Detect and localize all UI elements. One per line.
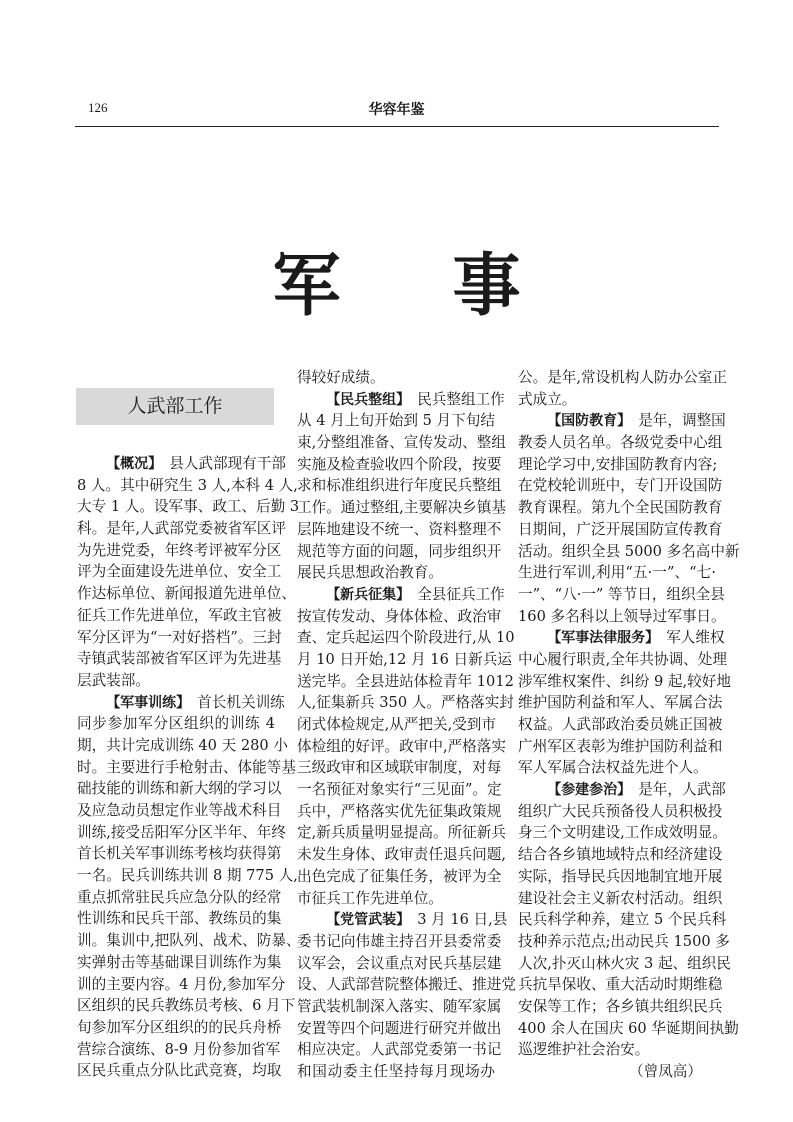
line-text: 旬参加军分区组织的的民兵舟桥: [77, 1018, 282, 1036]
line-text: 军人维权: [666, 629, 725, 647]
line-text: 体检组的好评。政审中,严格落实: [297, 737, 506, 755]
text-line: [77, 670, 275, 692]
line-text: 中心履行职责,全年共协调、处理: [518, 650, 727, 668]
line-text: 民兵科学种养，建立 5 个民兵科: [518, 911, 727, 929]
line-text: 送完毕。全县进站体检青年 1012: [297, 672, 514, 690]
line-text: 设、人武部营院整体搬迁、推进党: [297, 976, 516, 994]
text-line: [518, 844, 723, 866]
text-line: [77, 583, 296, 605]
text-line: [518, 779, 726, 801]
line-text: 三级政审和区域联审制度，对每: [297, 759, 502, 777]
line-text: 教育课程。第九个全民国防教育: [518, 499, 723, 517]
header-rule: [75, 126, 719, 127]
line-text: 巡逻维护社会治安。: [518, 1041, 650, 1059]
line-text: 实施及检查验收四个阶段，按要: [297, 455, 502, 473]
author-credit: （曾凤高）: [629, 1063, 702, 1080]
text-line: [518, 367, 727, 389]
line-text: 权益。人武部政治委员姚正国被: [518, 716, 723, 733]
line-text: 评为全面建设先进单位、安全工: [77, 563, 282, 581]
text-line: [77, 865, 298, 887]
text-line: [77, 952, 282, 974]
line-text: 重点抓常驻民兵应急分队的经常: [77, 888, 282, 906]
text-line: [297, 844, 506, 866]
text-line: [518, 736, 723, 758]
line-text: 在党校轮训班中，专门开设国防: [518, 477, 723, 495]
text-line: [518, 757, 716, 779]
line-text: 是年，调整国: [638, 412, 726, 430]
text-line: [518, 974, 723, 996]
text-line: [518, 497, 723, 519]
line-text: 首长机关军事训练考核均获得第: [77, 845, 282, 863]
line-text: 定,新兵质量明显提高。所征新兵: [297, 824, 506, 842]
paragraph: [77, 692, 301, 1082]
text-line: [297, 627, 515, 649]
text-line: [518, 996, 723, 1018]
line-text: 得较好成绩。: [297, 369, 385, 386]
line-text: 求和标准组织进行年度民兵整组: [297, 477, 502, 495]
line-text: 征兵工作先进单位，军政主官被: [77, 606, 282, 624]
line-text: 规范等方面的问题，同步组织开: [297, 542, 502, 560]
line-text: 训练,接受岳阳军分区半年、年终: [77, 823, 286, 841]
text-line: [77, 974, 286, 996]
line-text: 活动。组织全县 5000 多名高中新: [518, 542, 740, 560]
text-line: [77, 822, 286, 844]
paragraph: [518, 627, 731, 779]
line-text: 从 4 月上旬开始到 5 月下旬结: [297, 412, 495, 430]
text-line: [518, 541, 740, 563]
text-column-2: [297, 367, 516, 1083]
text-line: [518, 432, 723, 454]
line-text: 训。集训中,把队列、战术、防暴、: [77, 932, 301, 950]
line-text: 8 人。其中研究生 3 人,本科 4 人,: [77, 476, 298, 494]
paragraph-heading: 【新兵征集】: [326, 586, 411, 603]
text-line: [518, 389, 716, 411]
chapter-title: 军事: [272, 247, 633, 326]
line-text: 日期间，广泛开展国防宣传教育: [518, 520, 723, 538]
text-line: [297, 497, 506, 519]
text-line: [297, 1018, 502, 1040]
line-text: 兵抗旱保收、重大活动时期维稳: [518, 976, 723, 994]
text-line: [297, 671, 514, 693]
text-line: [518, 801, 723, 823]
line-text: 束,分整组准备、宣传发动、整组: [297, 434, 506, 452]
text-line: [77, 713, 275, 735]
line-text: 实弹射击等基础课目训练作为集: [77, 953, 282, 971]
text-line: [77, 475, 298, 497]
line-text: 兵中，严格落实优先征集政策规: [297, 802, 502, 820]
line-text: 训的主要内容。4 月份,参加军分: [77, 975, 286, 993]
text-column-1: [77, 453, 301, 1082]
line-text: 一名。民兵训练共训 8 期 775 人,: [77, 867, 298, 885]
line-text: 全县征兵工作: [417, 585, 505, 603]
text-line: [518, 562, 716, 584]
text-line: [77, 887, 282, 909]
text-line: [297, 714, 495, 736]
line-text: 出色完成了征集任务，被评为全: [297, 867, 502, 885]
text-line: [77, 757, 296, 779]
text-line: [77, 1017, 282, 1039]
page-number: 126: [88, 100, 108, 115]
text-line: [77, 735, 288, 757]
line-text: 维护国防利益和军人、军属合法: [518, 694, 723, 712]
line-text: 县人武部现有干部: [169, 455, 286, 472]
line-text: 相应决定。人武部党委第一书记: [297, 1041, 502, 1059]
line-text: 市征兵工作先进单位。: [297, 889, 443, 907]
text-line: [518, 953, 731, 975]
line-text: 按宣传发动、身体体检、政治审: [297, 607, 502, 625]
running-title: 华容年鉴: [368, 102, 425, 118]
text-line: [77, 561, 282, 583]
line-text: 教委人员名单。各级党委中心组: [518, 434, 723, 452]
line-text: 结合各乡镇地域特点和经济建设: [518, 846, 723, 864]
paragraph: [518, 410, 740, 627]
text-line: [518, 671, 731, 693]
text-line: [77, 648, 282, 670]
paragraph: [297, 909, 516, 1083]
line-text: 160 多名科以上领导过军事日。: [518, 607, 726, 625]
line-text: 月 10 日开始,12 月 16 日新兵运: [297, 650, 512, 668]
line-text: 生进行军训,利用“五·一”、“七·: [518, 564, 716, 582]
line-text: 期，共计完成训练 40 天 280 小: [77, 736, 288, 754]
line-text: 实际，指导民兵因地制宜地开展: [518, 867, 723, 885]
text-line: [518, 475, 723, 497]
text-line: [297, 996, 502, 1018]
text-line: [518, 649, 727, 671]
line-text: 委书记向伟雄主持召开县委常委: [297, 932, 502, 950]
paragraph-heading: 【军事法律服务】: [547, 630, 660, 647]
paragraph-heading: 【党管武装】: [326, 912, 411, 929]
text-line: [77, 908, 282, 930]
text-line: [297, 454, 502, 476]
line-text: 作达标单位、新闻报道先进单位、: [77, 585, 296, 603]
paragraph: [518, 779, 739, 1061]
text-line: [518, 606, 726, 628]
line-text: 涉军维权案件、纠纷 9 起,较好地: [518, 672, 731, 690]
text-line: [297, 584, 505, 606]
text-line: [297, 866, 502, 888]
text-line: [297, 888, 495, 910]
text-line: [297, 779, 502, 801]
line-text: 营综合演练、8-9 月份参加省军: [77, 1040, 281, 1058]
line-text: 首长机关训练: [197, 693, 285, 711]
text-line: [297, 649, 512, 671]
text-line: [77, 843, 282, 865]
text-line: [297, 432, 506, 454]
line-text: 安置等四个问题进行研究并做出: [297, 1019, 502, 1037]
line-text: 工作。通过整组,主要解决乡镇基: [297, 499, 506, 517]
line-text: 式成立。: [518, 390, 577, 408]
text-column-3: [518, 367, 740, 1083]
line-text: 3 月 16 日,县: [417, 911, 508, 929]
text-line: [297, 909, 508, 931]
line-text: 安保等工作；各乡镇共组织民兵: [518, 997, 723, 1015]
line-text: 军分区评为“一对好搭档”。三封: [77, 628, 282, 646]
line-text: 公。是年,常设机构人防办公室正: [518, 369, 727, 386]
text-line: [518, 692, 723, 714]
text-line: [297, 1039, 502, 1061]
text-line: [77, 778, 282, 800]
line-text: 未发生身体、政审责任退兵问题,: [297, 846, 506, 864]
paragraph: [297, 389, 506, 584]
line-text: 区组织的民兵教练员考核、6 月下: [77, 997, 296, 1015]
text-line: [77, 995, 296, 1017]
text-line: [518, 584, 725, 606]
line-text: 础技能的训练和新大纲的学习以: [77, 780, 282, 798]
text-line: [77, 453, 286, 475]
paragraph: [297, 584, 515, 909]
paragraph: [297, 367, 495, 389]
line-text: 400 余人在国庆 60 华诞期间执勤: [518, 1019, 739, 1037]
line-text: 是年，人武部: [638, 781, 726, 799]
text-line: [77, 800, 282, 822]
line-text: 时。主要进行手枪射击、体能等基: [77, 758, 296, 776]
line-text: 组织广大民兵预备役人员积极投: [518, 802, 723, 820]
text-line: [518, 931, 730, 953]
text-line: [297, 931, 502, 953]
line-text: 查、定兵起运四个阶段进行,从 10: [297, 629, 515, 647]
line-text: 管武装机制深入落实、随军家属: [297, 997, 502, 1015]
text-line: [297, 410, 495, 432]
text-line: [518, 410, 726, 432]
line-text: 和国动委主任坚持每月现场办: [297, 1063, 495, 1080]
text-line: [297, 389, 505, 411]
text-line: [297, 953, 502, 975]
line-text: 闭式体检规定,从严把关,受到市: [297, 716, 496, 733]
text-line: [77, 518, 286, 540]
text-line: [77, 930, 301, 952]
paragraph: [518, 367, 727, 410]
line-text: 一名预征对象实行“三见面”。定: [297, 781, 502, 799]
text-line: [77, 540, 282, 562]
text-line: [297, 475, 502, 497]
text-line: [297, 1061, 495, 1083]
text-line: [77, 1039, 281, 1061]
line-text: 大专 1 人。设军事、政工、后勤 3: [77, 498, 300, 516]
text-line: [518, 1039, 716, 1061]
text-line: [518, 866, 723, 888]
line-text: 人次,扑灭山林火灾 3 起、组织民: [518, 954, 731, 972]
text-line: [297, 801, 502, 823]
text-line: [297, 757, 502, 779]
text-line: [518, 1018, 739, 1040]
paragraph-heading: 【民兵整组】: [326, 391, 411, 408]
line-text: 身三个文明建设,工作成效明显。: [518, 824, 727, 842]
paragraph-heading: 【参建参治】: [547, 782, 632, 799]
text-line: [77, 496, 300, 518]
paragraph-heading: 【概况】: [106, 456, 163, 472]
text-line: [518, 714, 723, 736]
text-line: [297, 562, 495, 584]
line-text: 展民兵思想政治教育。: [297, 564, 443, 582]
paragraph: [77, 453, 300, 692]
section-title: 人武部工作: [76, 388, 274, 425]
text-line: [77, 627, 282, 649]
line-text: 民兵整组工作: [417, 390, 505, 408]
line-text: 区民兵重点分队比武竞赛，均取: [77, 1062, 282, 1080]
text-line: [518, 519, 723, 541]
text-line: [518, 888, 723, 910]
line-text: 理论学习中,安排国防教育内容;: [518, 455, 718, 473]
line-text: 同步参加军分区组织的训练 4: [77, 715, 275, 733]
line-text: 寺镇武装部被省军区评为先进基: [77, 650, 282, 668]
text-line: [518, 627, 725, 649]
text-line: [77, 1060, 282, 1082]
text-line: [518, 909, 727, 931]
text-line: [518, 822, 727, 844]
text-line: [297, 974, 516, 996]
line-text: 建设社会主义新农村活动。组织: [518, 889, 723, 907]
text-line: [297, 692, 514, 714]
line-text: 层武装部。: [77, 671, 150, 689]
line-text: 为先进党委，年终考评被军分区: [77, 541, 282, 559]
text-line: [77, 692, 285, 714]
text-line: [297, 822, 506, 844]
text-line: [297, 519, 502, 541]
text-line: [77, 605, 282, 627]
line-text: 一”、“八·一” 等节日，组织全县: [518, 585, 725, 603]
paragraph-heading: 【国防教育】: [547, 413, 632, 430]
line-text: 科。是年,人武部党委被省军区评: [77, 520, 286, 538]
text-line: [297, 541, 502, 563]
paragraph-heading: 【军事训练】: [106, 694, 191, 711]
line-text: 及应急动员想定作业等战术科目: [77, 802, 282, 819]
text-line: [297, 736, 506, 758]
line-text: 广州军区表彰为维护国防利益和: [518, 737, 723, 755]
text-line: [297, 606, 502, 628]
line-text: 性训练和民兵干部、教练员的集: [77, 910, 282, 928]
line-text: 人,征集新兵 350 人。严格落实封: [297, 694, 514, 712]
text-line: [297, 367, 495, 389]
line-text: 议军会，会议重点对民兵基层建: [297, 954, 502, 972]
line-text: 技种养示范点;出动民兵 1500 多: [518, 932, 730, 950]
line-text: 军人军属合法权益先进个人。: [518, 759, 708, 777]
text-line: [518, 454, 716, 476]
line-text: 层阵地建设不统一、资料整理不: [297, 520, 502, 538]
